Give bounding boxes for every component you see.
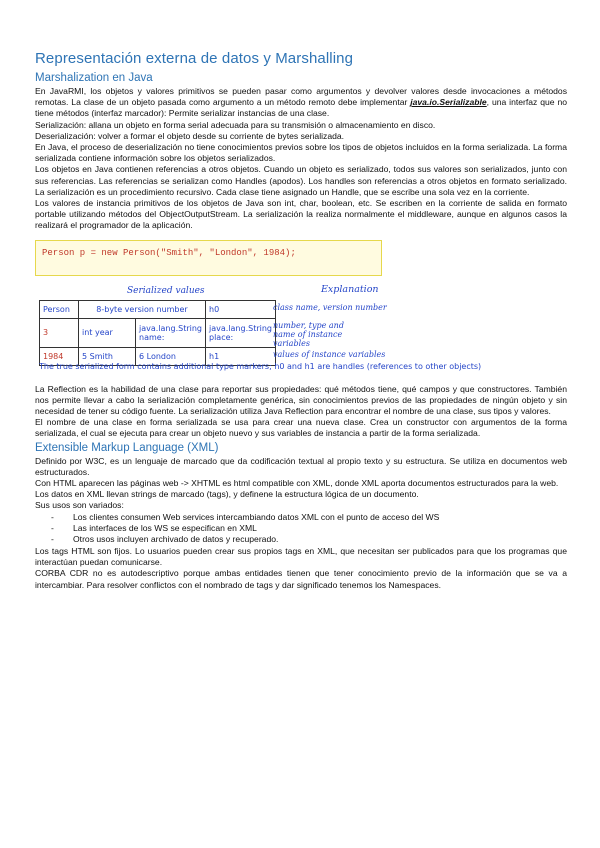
page-title: Representación externa de datos y Marshalling <box>35 50 354 67</box>
serialized-values-label: Serialized values <box>127 285 205 296</box>
paragraph: Sus usos son variados: <box>35 500 124 511</box>
paragraph: Los objetos en Java contienen referencias a otros objetos. Cuando un objeto es serializado, todos sus valores son serializados, junto con sus referencias. Las referencias se serializan como Handles (apodos). Los handles son referencias a otros objetos en formato serializado. La serialización es un procedimiento recursivo. Cada clase tiene asignado un Handle, que se escribe una sola vez en la corriente. <box>35 164 567 197</box>
explanation-text: class name, version number <box>273 302 387 312</box>
table-row <box>40 300 276 318</box>
paragraph: Definido por W3C, es un lenguaje de marcado que da codificación textual al propio texto y su estructura. Se utiliza en documentos web estructurados. <box>35 455 567 477</box>
list-item: - Otros usos incluyen archivado de datos y recuperado. <box>73 534 567 545</box>
list-item: - Las interfaces de los WS se especifican en XML <box>73 523 567 534</box>
table-row <box>40 318 276 347</box>
paragraph: CORBA CDR no es autodescriptivo porque ambas entidades tienen que tener conocimiento previo de la información que se va a intercambiar. Para resolver conflictos con el nombrado de tags y dar significado tenemos los Namespaces. <box>35 568 567 590</box>
table-cell: int year <box>79 318 136 347</box>
paragraph <box>35 86 567 120</box>
table-cell: 3 <box>40 318 79 347</box>
paragraph: Con HTML aparecen las páginas web -> XHTML es html compatible con XML, donde XML aporta documentos estructurados para la web. <box>35 478 559 489</box>
serializable-link[interactable]: java.io.Serializable <box>410 97 487 108</box>
figure-caption: The true serialized form contains additional type markers; h0 and h1 are handles (references to other objects) <box>39 361 482 371</box>
table-cell: java.lang.String place: <box>206 318 276 347</box>
document-page <box>35 50 567 591</box>
paragraph: Los valores de instancia primitivos de los objetos de Java son int, char, boolean, etc. Se escriben en la corriente de salida en formato portable utilizando métodos del ObjectOutputStream. La serialización la realiza normalmente el middleware, aunque en algunos casos la realizará el programador de la aplicación. <box>35 198 567 231</box>
table-cell: Person <box>40 300 79 318</box>
table-cell: 6 London <box>136 347 206 365</box>
code-snippet: Person p = new Person("Smith", "London", 1984); <box>35 240 382 276</box>
list-item: - Los clientes consumen Web services intercambiando datos XML con el punto de acceso del WS <box>73 512 567 523</box>
table-cell: 5 Smith <box>79 347 136 365</box>
paragraph: Serialización: allana un objeto en forma serial adecuada para su transmisión o almacenamiento en disco. <box>35 119 436 130</box>
section-heading-marshalization: Marshalization en Java <box>35 72 153 84</box>
paragraph: Los tags HTML son fijos. Lo usuarios pueden crear sus propios tags en XML, que necesitan ser publicados para que los programas que interactúan puedan comunicarse. <box>35 545 567 568</box>
explanation-label: Explanation <box>321 283 379 295</box>
paragraph: El nombre de una clase en forma serializada se usa para crear una nueva clase. Crea un constructor con argumentos de la forma serializada, el cual se ejecuta para crear un objeto nuevo y sus variables de instancia a partir de la forma serializada. <box>35 417 567 439</box>
paragraph: La Reflection es la habilidad de una clase para reportar sus propiedades: qué métodos tiene, qué campos y que constructores. También nos permite llevar a cabo la serialización completamente genérica, sin conocimientos previos de las propiedades de ningún objeto y sin necesidad de tener su código fuente. La serialización utiliza Java Reflection para encontrar el nombre de una clase, sus tipos y valores. <box>35 383 567 417</box>
explanation-text: number, type and name of instance variables <box>273 320 344 348</box>
explanation-text: values of instance variables <box>273 349 386 359</box>
text: , una interfaz que no tiene métodos (interfaz marcador): Permite serializar instancias de una clase. <box>35 97 567 119</box>
paragraph: En Java, el proceso de deserialización no tiene conocimientos previos sobre los tipos de objetos incluidos en la forma serializada. La forma serializada contiene información sobre los objetos serializados. <box>35 142 567 164</box>
text: En JavaRMI, los objetos y valores primitivos se pueden pasar como argumentos y devolver valores desde invocaciones a métodos remotas. La clase de un objeto pasada como argumento a un método remoto debe implementar <box>35 86 567 108</box>
table-cell: h0 <box>206 300 276 318</box>
paragraph: Deserialización: volver a formar el objeto desde su corriente de bytes serializada. <box>35 130 345 141</box>
bullet-list <box>35 512 567 546</box>
table-cell: 1984 <box>40 347 79 365</box>
table-cell: java.lang.String name: <box>136 318 206 347</box>
serialized-table <box>39 300 276 366</box>
paragraph: Los datos en XML llevan strings de marcado (tags), y definene la estructura lógica de un documento. <box>35 489 419 500</box>
serialization-figure <box>39 283 567 376</box>
table-cell: h1 <box>206 347 276 365</box>
table-cell: 8-byte version number <box>79 300 206 318</box>
section-heading-xml: Extensible Markup Language (XML) <box>35 441 219 454</box>
